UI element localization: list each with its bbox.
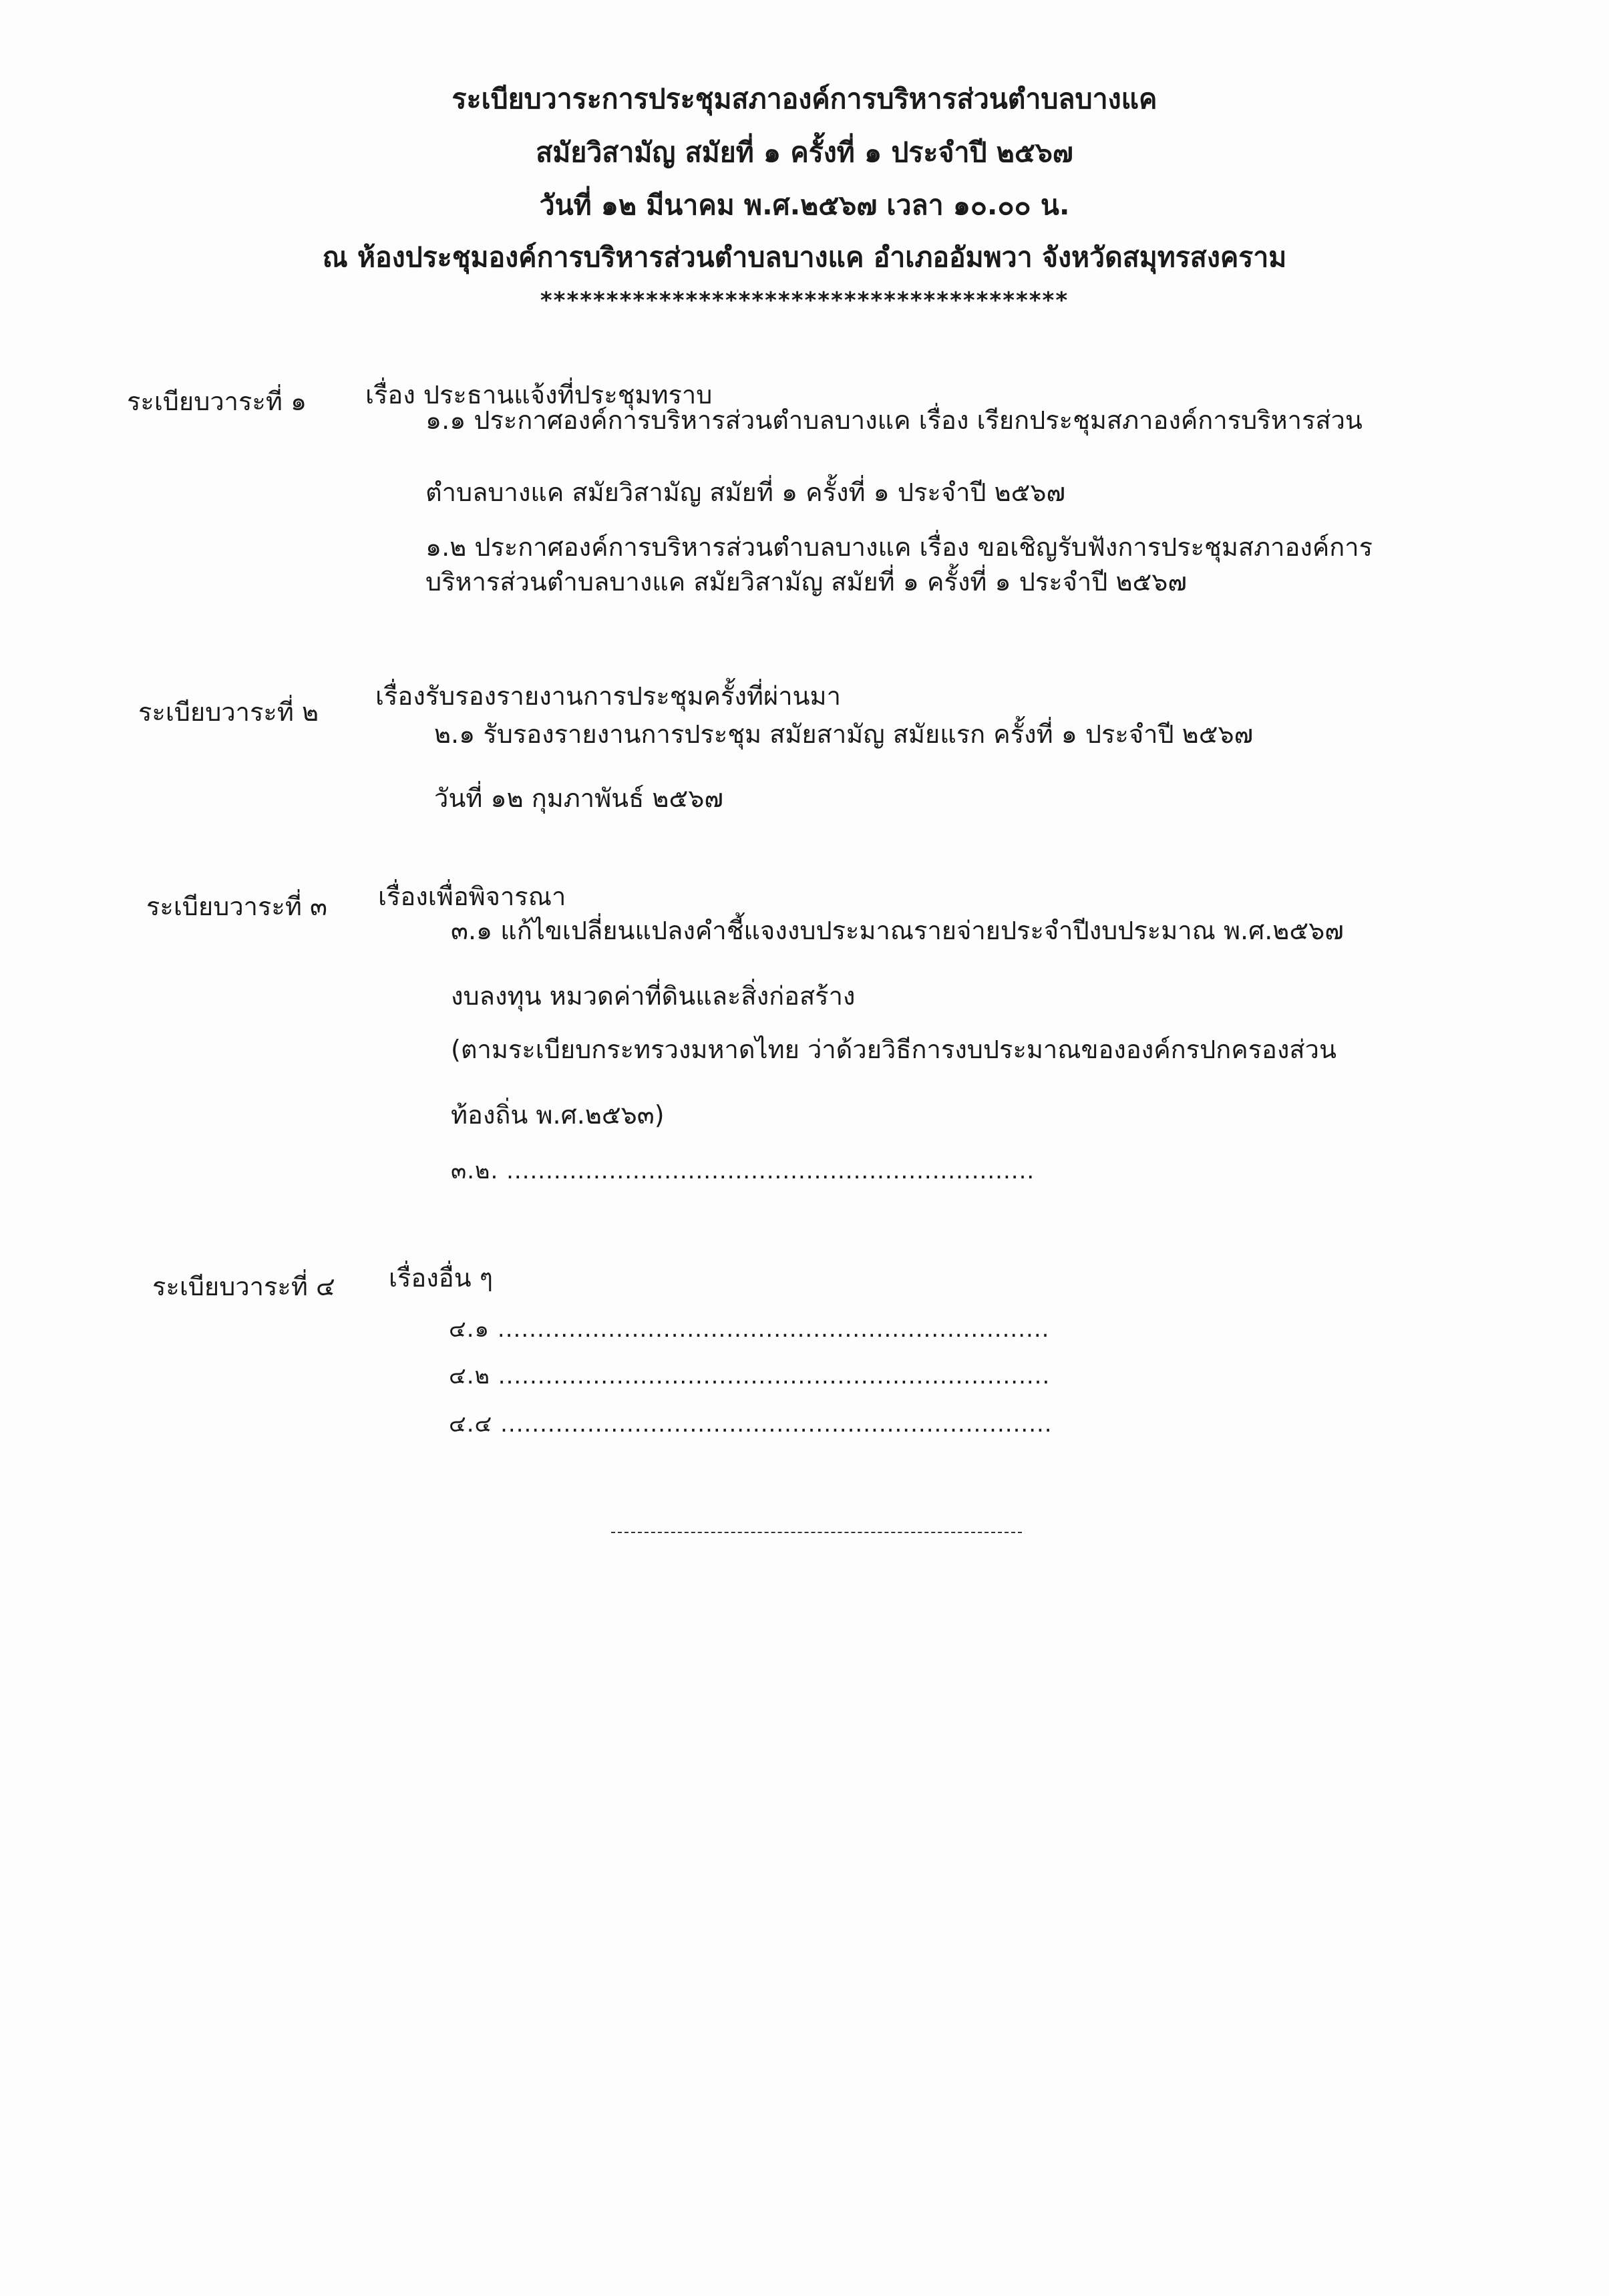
header-title: ระเบียบวาระการประชุมสภาองค์การบริหารส่วนตำบลบางแค (452, 83, 1157, 115)
agenda-title: เรื่องเพื่อพิจารณา (378, 882, 566, 911)
header-date: วันที่ ๑๒ มีนาคม พ.ศ.๒๕๖๗ เวลา ๑๐.๐๐ น. (539, 189, 1070, 221)
agenda-title: เรื่อง ประธานแจ้งที่ประชุมทราบ (365, 380, 713, 409)
agenda-label: ระเบียบวาระที่ ๓ (146, 892, 327, 921)
footer-divider (611, 1532, 1022, 1533)
agenda-line: ตำบลบางแค สมัยวิสามัญ สมัยที่ ๑ ครั้งที่ ๑ ประจำปี ๒๕๖๗ (425, 478, 1066, 507)
agenda-line: ๑.๒ ประกาศองค์การบริหารส่วนตำบลบางแค เรื่อง ขอเชิญรับฟังการประชุมสภาองค์การ (425, 532, 1373, 562)
header-location: ณ ห้องประชุมองค์การบริหารส่วนตำบลบางแค อำเภออัมพวา จังหวัดสมุทรสงคราม (322, 241, 1287, 273)
agenda-line-placeholder: ๔.๒ ...................................................................... (449, 1363, 1051, 1389)
agenda-line: วันที่ ๑๒ กุมภาพันธ์ ๒๕๖๗ (434, 784, 723, 813)
agenda-line: บริหารส่วนตำบลบางแค สมัยวิสามัญ สมัยที่ ๑ ครั้งที่ ๑ ประจำปี ๒๕๖๗ (425, 567, 1187, 597)
agenda-label: ระเบียบวาระที่ ๒ (138, 697, 319, 727)
agenda-line: ๓.๑ แก้ไขเปลี่ยนแปลงคำชี้แจงงบประมาณรายจ่ายประจำปีงบประมาณ พ.ศ.๒๕๖๗ (451, 916, 1344, 945)
agenda-line-placeholder: ๔.๔ ...................................................................... (449, 1411, 1053, 1438)
agenda-line: ๒.๑ รับรองรายงานการประชุม สมัยสามัญ สมัยแรก ครั้งที่ ๑ ประจำปี ๒๕๖๗ (434, 719, 1254, 749)
agenda-line: (ตามระเบียบกระทรวงมหาดไทย ว่าด้วยวิธีการงบประมาณขององค์กรปกครองส่วน (451, 1035, 1336, 1064)
agenda-title: เรื่องรับรองรายงานการประชุมครั้งที่ผ่านมา (375, 681, 841, 711)
agenda-line-placeholder: ๓.๒. ................................................................... (451, 1158, 1035, 1184)
agenda-label: ระเบียบวาระที่ ๔ (152, 1272, 335, 1301)
agenda-label: ระเบียบวาระที่ ๑ (127, 387, 307, 416)
header-divider: **************************************** (540, 287, 1069, 314)
agenda-title: เรื่องอื่น ๆ (389, 1263, 494, 1293)
agenda-line: ๑.๑ ประกาศองค์การบริหารส่วนตำบลบางแค เรื่อง เรียกประชุมสภาองค์การบริหารส่วน (425, 405, 1363, 435)
agenda-line: ท้องถิ่น พ.ศ.๒๕๖๓) (451, 1100, 665, 1130)
header-session: สมัยวิสามัญ สมัยที่ ๑ ครั้งที่ ๑ ประจำปี ๒๕๖๗ (536, 136, 1073, 168)
agenda-line-placeholder: ๔.๑ ...................................................................... (449, 1316, 1050, 1343)
agenda-line: งบลงทุน หมวดค่าที่ดินและสิ่งก่อสร้าง (451, 981, 856, 1011)
